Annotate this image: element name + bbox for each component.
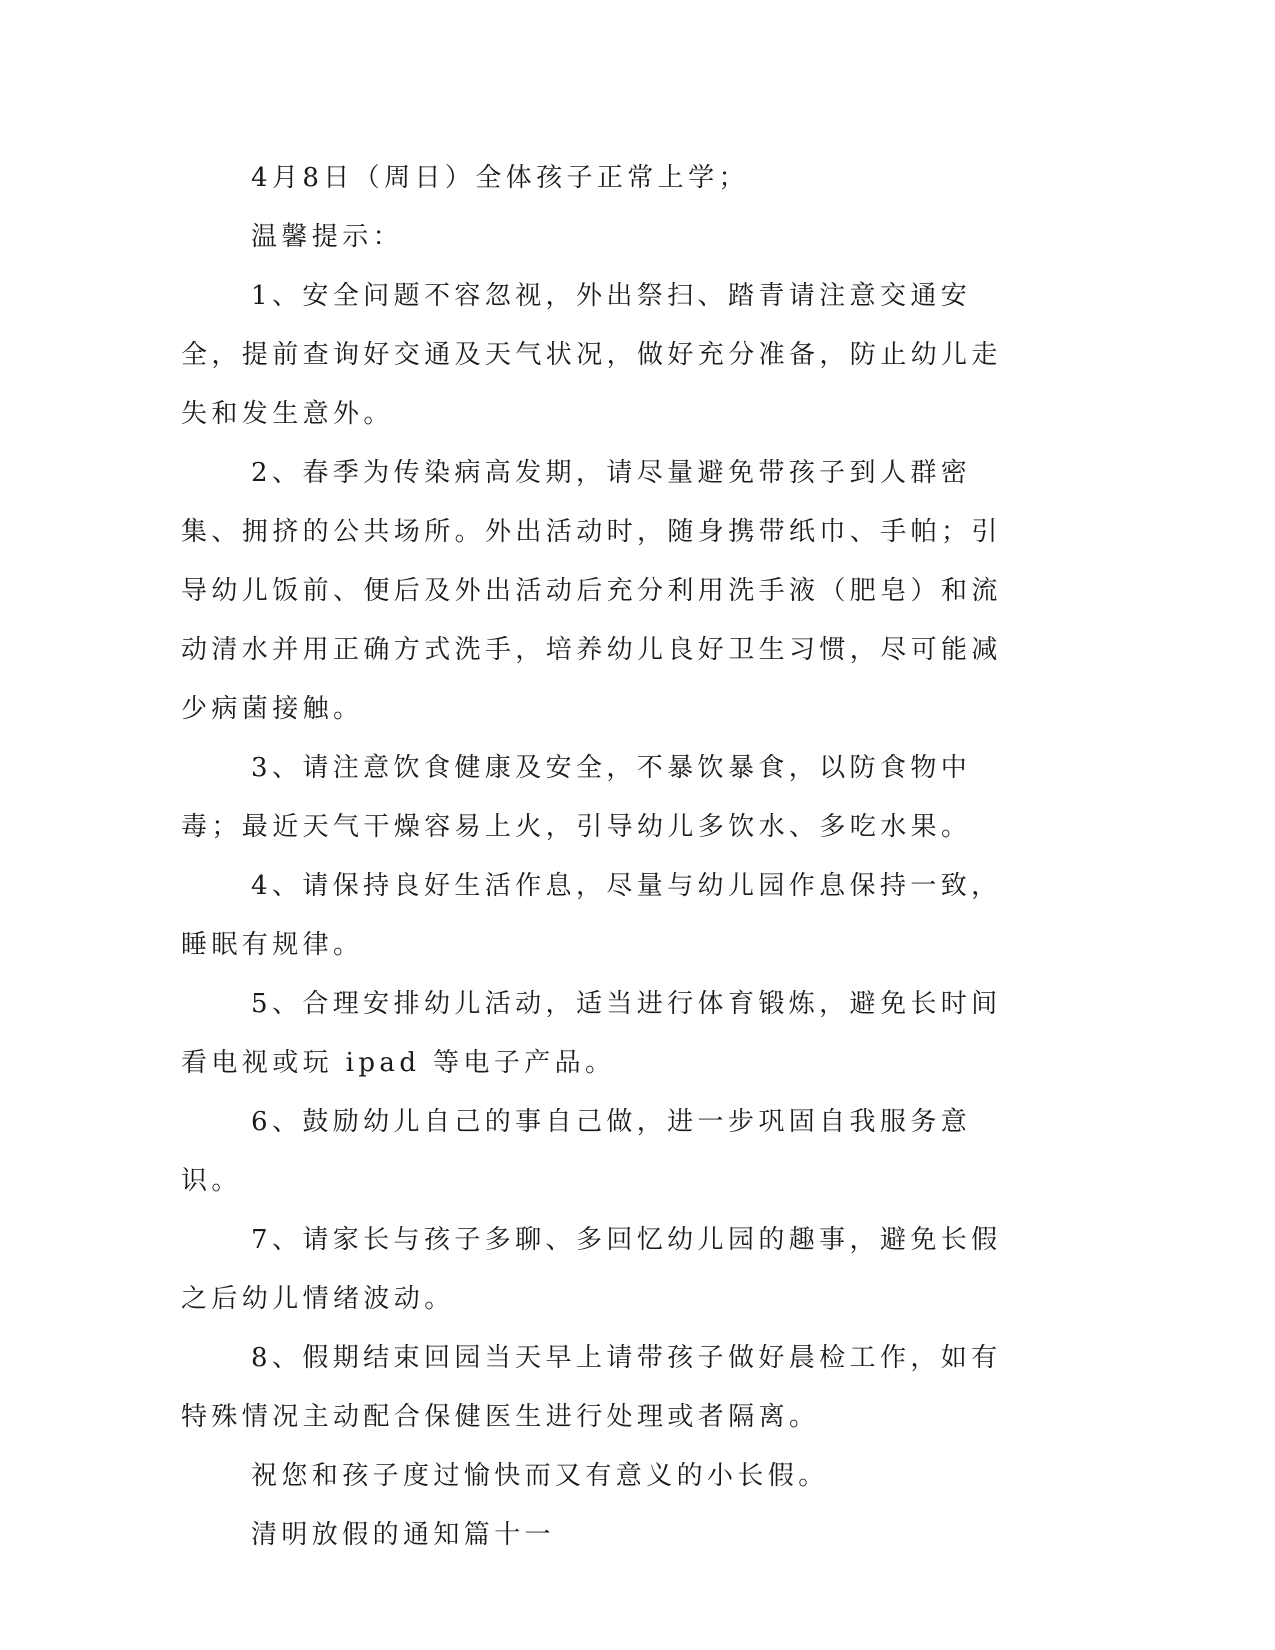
paragraph-tip-5: 5、合理安排幼儿活动，适当进行体育锻炼，避免长时间看电视或玩 ipad 等电子产品。 <box>181 989 1002 1078</box>
paragraph-tip-2: 2、春季为传染病高发期，请尽量避免带孩子到人群密集、拥挤的公共场所。外出活动时，随身携带纸巾、手帕；引导幼儿饭前、便后及外出活动后充分利用洗手液（肥皂）和流动清水并用正确方式洗手，培养幼儿良好卫生习惯，尽可能减少病菌接触。 <box>181 458 1002 724</box>
paragraph-closing-wish: 祝您和孩子度过愉快而又有意义的小长假。 <box>251 1461 829 1491</box>
paragraph-tip-8: 8、假期结束回园当天早上请带孩子做好晨检工作，如有特殊情况主动配合保健医生进行处理或者隔离。 <box>181 1343 1002 1432</box>
paragraph-school-date: 4月8日（周日）全体孩子正常上学； <box>251 163 749 193</box>
paragraph-tip-7: 7、请家长与孩子多聊、多回忆幼儿园的趣事，避免长假之后幼儿情绪波动。 <box>181 1225 1002 1314</box>
paragraph-tip-6: 6、鼓励幼儿自己的事自己做，进一步巩固自我服务意识。 <box>181 1107 972 1196</box>
document-body <box>181 149 1031 1565</box>
paragraph-tip-3: 3、请注意饮食健康及安全，不暴饮暴食，以防食物中毒；最近天气干燥容易上火，引导幼儿多饮水、多吃水果。 <box>181 753 972 842</box>
paragraph-tip-1: 1、安全问题不容忽视，外出祭扫、踏青请注意交通安全，提前查询好交通及天气状况，做好充分准备，防止幼儿走失和发生意外。 <box>181 281 1002 429</box>
paragraph-tips-heading: 温馨提示： <box>251 222 404 252</box>
section-title: 清明放假的通知篇十一 <box>251 1520 556 1550</box>
paragraph-tip-4: 4、请保持良好生活作息，尽量与幼儿园作息保持一致，睡眠有规律。 <box>181 871 1002 960</box>
